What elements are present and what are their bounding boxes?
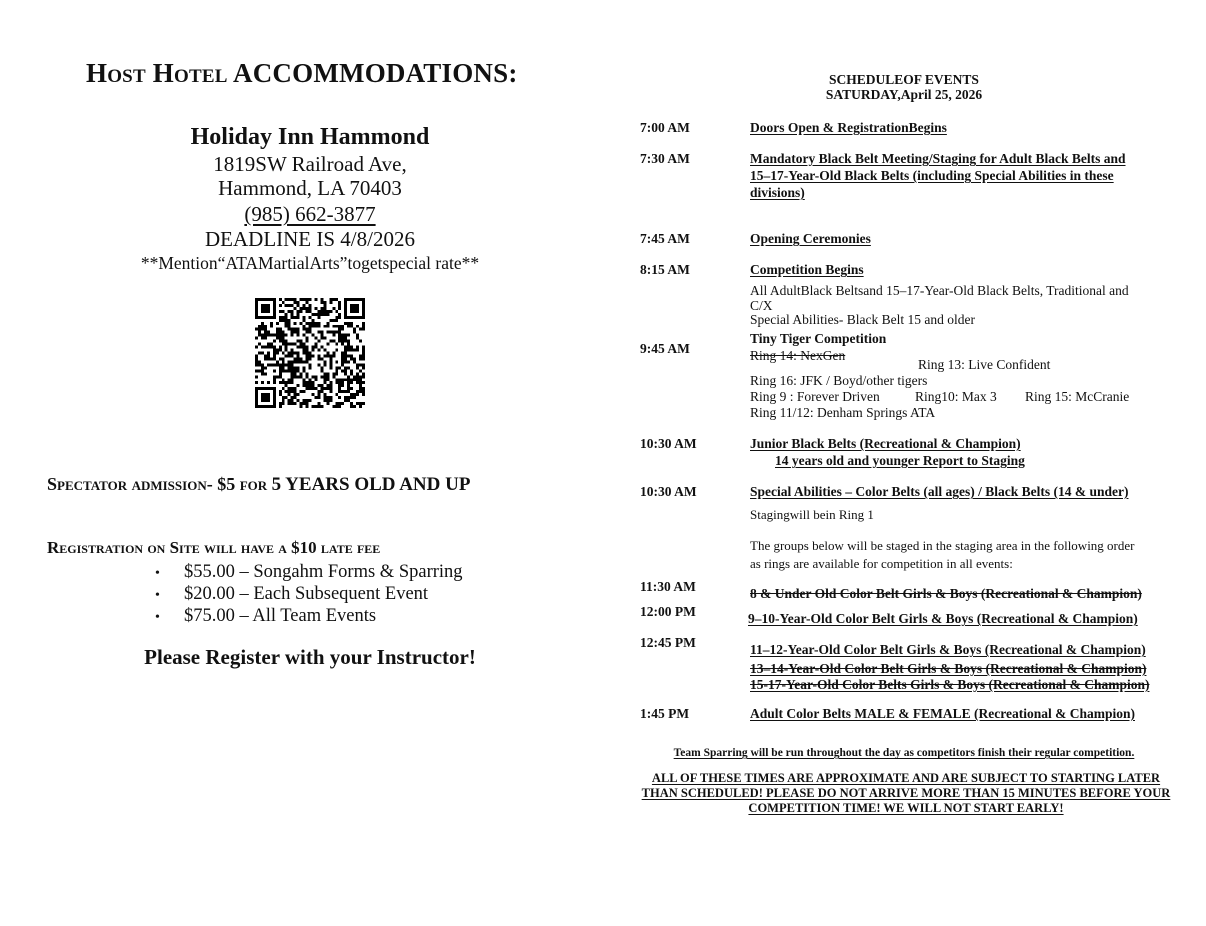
ring-13: Ring 13: Live Confident (918, 357, 1051, 372)
late-fee-note: Registration on Site will have a $10 late fee (47, 538, 381, 557)
event-tiny-tiger: Tiny Tiger Competition (750, 331, 887, 346)
ring-15: Ring 15: McCranie (1025, 389, 1130, 404)
ring-14: Ring 14: NexGen (750, 348, 846, 363)
time-label: 8:15 AM (640, 262, 690, 277)
time-label: 7:00 AM (640, 120, 690, 135)
hotel-name: Holiday Inn Hammond (190, 124, 430, 150)
event-opening-ceremonies (750, 230, 871, 247)
hotel-address-line1: 1819SW Railroad Ave, (213, 152, 407, 176)
bullet-icon: • (155, 588, 160, 603)
staging-ring-note: Stagingwill bein Ring 1 (750, 507, 874, 522)
event-text: All AdultBlack Beltsand 15–17-Year-Old Black Belts, Traditional and (750, 283, 1129, 298)
fee-text: $20.00 – Each Subsequent Event (184, 584, 429, 604)
spectator-admission (47, 474, 470, 496)
fee-text: $55.00 – Songahm Forms & Sparring (184, 562, 463, 582)
ring-10: Ring10: Max 3 (915, 389, 997, 404)
spectator-admission-age: 5 YEARS OLD AND UP (271, 474, 471, 495)
time-label: 11:30 AM (640, 579, 696, 594)
team-sparring-text: Team Sparring will be run throughout the day as competitors finish their regular competition. (673, 747, 1135, 759)
event-text: Mandatory Black Belt Meeting/Staging for Adult Black Belts and (750, 151, 1126, 166)
time-label: 9:45 AM (640, 341, 690, 356)
qr-code-icon[interactable] (255, 298, 365, 408)
event-special-abilities (750, 483, 1129, 500)
ring-16: Ring 16: JFK / Boyd/other tigers (750, 373, 928, 388)
event-junior-black-belts (750, 435, 1025, 469)
event-text: Special Abilities- Black Belt 15 and older (750, 312, 975, 327)
fee-list (155, 561, 463, 627)
event-color-belt-8-under (750, 585, 1142, 602)
bullet-icon: • (155, 566, 160, 581)
time-label: 7:30 AM (640, 151, 690, 166)
register-instructor-note: Please Register with your Instructor! (144, 645, 476, 669)
hotel-phone (60, 202, 560, 227)
event-text: Adult Color Belts MALE & FEMALE (Recreational & Champion) (750, 706, 1135, 721)
event-text: 13–14-Year-Old Color Belt Girls & Boys (Recreational & Champion) (750, 661, 1147, 676)
event-text: Special Abilities – Color Belts (all ages) / Black Belts (14 & under) (750, 484, 1129, 499)
event-color-belt-13-14 (750, 660, 1146, 677)
fee-item (155, 605, 463, 627)
hotel-address-line2: Hammond, LA 70403 (218, 176, 402, 200)
special-rate-note: **Mention“ATAMartialArts”togetspecial rate** (140, 253, 480, 273)
spectator-admission-prefix: Spectator admission- $5 for (47, 474, 272, 494)
event-adult-color-belts (750, 705, 1135, 722)
event-color-belt-15-17 (750, 676, 1149, 693)
schedule-heading (640, 72, 1168, 102)
time-label: 10:30 AM (640, 436, 697, 451)
schedule-title: SCHEDULEOF EVENTS (829, 72, 979, 87)
warning-line: COMPETITION TIME! WE WILL NOT START EARLY! (748, 800, 1064, 815)
fee-item (155, 561, 463, 583)
event-black-belt-meeting (750, 150, 1126, 201)
bullet-icon: • (155, 610, 160, 625)
hotel-phone-link[interactable]: (985) 662-3877 (244, 202, 376, 226)
time-label: 10:30 AM (640, 484, 697, 499)
fee-item (155, 583, 463, 605)
ring-9: Ring 9 : Forever Driven (750, 389, 880, 404)
qr-code-graphic (255, 298, 365, 408)
hotel-deadline: DEADLINE IS 4/8/2026 (205, 227, 415, 251)
staging-order-note (750, 537, 1134, 573)
event-text: 15–17-Year-Old Black Belts (including Special Abilities in these (750, 168, 1114, 183)
event-text: as rings are available for competition in all events: (750, 556, 1013, 571)
event-color-belt-11-12 (750, 641, 1146, 658)
event-text: 11–12-Year-Old Color Belt Girls & Boys (Recreational & Champion) (750, 642, 1146, 657)
event-text: Doors Open & RegistrationBegins (750, 120, 947, 135)
event-text: 15-17-Year-Old Color Belts Girls & Boys (Recreational & Champion) (750, 677, 1150, 692)
time-label: 1:45 PM (640, 706, 690, 721)
warning-line: THAN SCHEDULED! PLEASE DO NOT ARRIVE MORE THAN 15 MINUTES BEFORE YOUR (641, 785, 1171, 800)
event-color-belt-9-10 (748, 610, 1138, 627)
event-text: Junior Black Belts (Recreational & Champion) (750, 436, 1021, 451)
event-text: divisions) (750, 185, 805, 200)
event-competition-begins (750, 261, 864, 278)
event-adult-black-belts (750, 284, 1129, 328)
ring-11-12: Ring 11/12: Denham Springs ATA (750, 405, 936, 420)
event-text: Competition Begins (750, 262, 864, 277)
fee-text: $75.00 – All Team Events (184, 606, 377, 626)
times-warning (640, 771, 1172, 815)
event-text: 8 & Under Old Color Belt Girls & Boys (Recreational & Champion) (750, 586, 1142, 601)
schedule-date: SATURDAY,April 25, 2026 (825, 87, 983, 102)
time-label: 12:00 PM (640, 604, 696, 619)
host-hotel-title: Host Hotel ACCOMMODATIONS: (86, 58, 518, 88)
event-text: 9–10-Year-Old Color Belt Girls & Boys (Recreational & Champion) (748, 611, 1138, 626)
team-sparring-note (640, 747, 1168, 759)
warning-line: ALL OF THESE TIMES ARE APPROXIMATE AND ARE SUBJECT TO STARTING LATER (651, 771, 1161, 785)
event-text: C/X (750, 297, 773, 313)
time-label: 7:45 AM (640, 231, 690, 246)
time-label: 12:45 PM (640, 635, 696, 650)
event-text: Opening Ceremonies (750, 231, 871, 246)
event-text: 14 years old and younger Report to Staging (775, 453, 1025, 468)
event-doors-open (750, 119, 947, 136)
event-text: The groups below will be staged in the staging area in the following order (750, 538, 1135, 553)
